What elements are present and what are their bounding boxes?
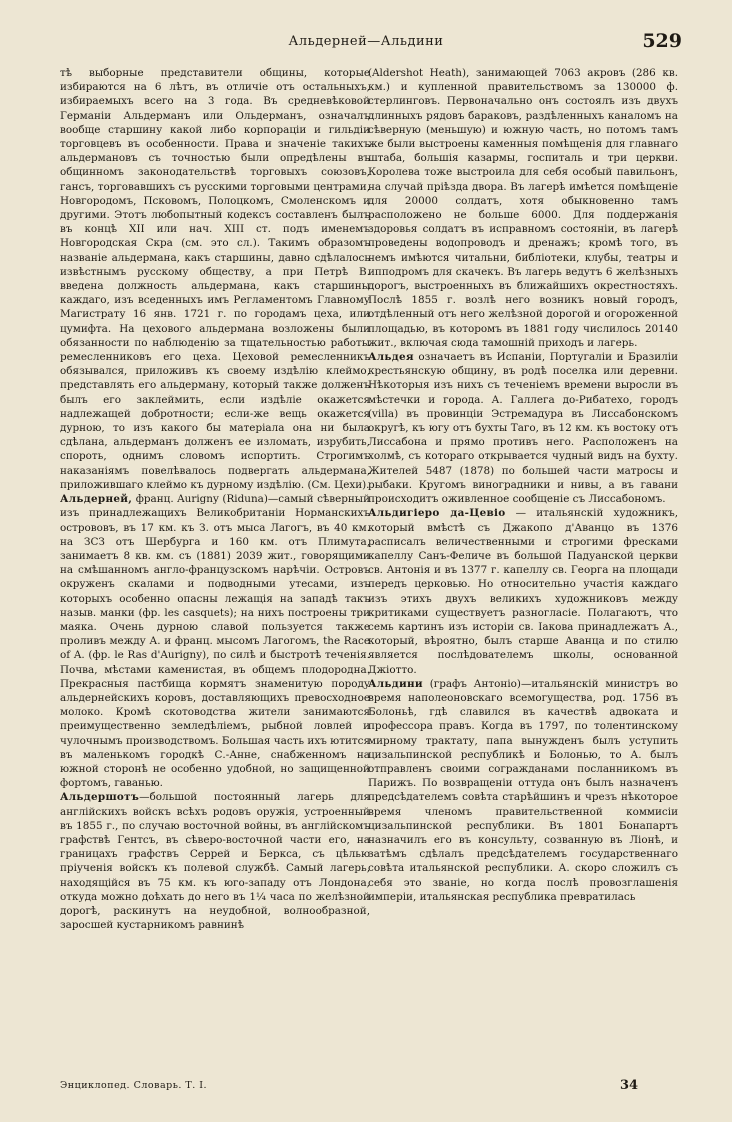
entry-text: франц. Aurigny (Riduna)—самый сѣверный изъ принадлежащихъ Великобританіи Норманскихъ острововъ, въ 17 км. къ З. отъ мыса Лагогъ, въ 40 км. на ЗСЗ отъ Шербурга и 160 км. отъ Плимута, занимаетъ 8 кв. км. съ (1881) 2039 жит., говорящими на смѣшанномъ англо-французскомъ нарѣчіи. Островъ окруженъ скалами и подводными утесами, изъ которыхъ особенно опасны лежащія на западѣ такъ назыв. манки (фр. les casquets); на нихъ построены три маяка. Очень дурною славой пользуется также проливъ между А. и франц. мысомъ Лагогомъ, the Race of A. (фр. le Ras d'Aurigny), по силѣ и быстротѣ теченія. Почва, мѣстами каменистая, въ общемъ плодородна. Прекрасныя пастбища кормятъ знаменитую породу альдернейскихъ коровъ, доставляющихъ превосходное молоко. Кромѣ скотоводства жители занимаются преимущественно земледѣліемъ, рыбной ловлей и чулочнымъ производствомъ. Большая часть ихъ ютится въ маленькомъ городкѣ С.-Анне, снабженномъ на южной сторонѣ не особенно удобной, но защищенной фортомъ, гаванью. xyxy=(60,493,370,790)
headword: Альдини xyxy=(368,677,423,690)
headword: Альдея xyxy=(368,351,414,364)
headword: Альдигіеро да-Цевіо xyxy=(368,507,506,520)
entry-altichiero xyxy=(368,506,678,676)
entry-aldeia xyxy=(368,350,678,506)
paragraph-aldermen-continued xyxy=(60,66,370,492)
entry-aldershot xyxy=(60,790,370,932)
paragraph-text: тѣ выборные представители общины, которые избираются на 6 лѣтъ, въ отличіе отъ остальныхъ, избираемыхъ всего на 3 года. Въ средневѣковой Германіи Альдерманъ или Ольдерманъ, означалъ вообще старшину какой либо корпораціи и гильдіи торговцевъ въ особенности. Права и значеніе такихъ альдермановъ съ точностью были опредѣлены въ общинномъ законодательствѣ торговыхъ союзовъ, гансъ, торговавшихъ съ русскими торговыми центрами, Новгородомъ, Псковомъ, Полоцкомъ, Смоленскомъ и другими. Этотъ любопытный кодексъ составленъ былъ въ концѣ XII или нач. XIII ст. подъ именемъ Новгородская Скра (см. это сл.). Такимъ образомъ названіе альдермана, какъ старшины, давно сдѣлалось извѣстнымъ русскому обществу, а при Петрѣ В. введена должность альдермана, какъ старшины каждаго, изъ вседенныхъ имъ Регламентомъ Главному Магистрату 16 янв. 1721 г. по городамъ цеха, или цумифта. На цехового альдермана возложены были обязанности по наблюденію за тщательностью работы ремесленниковъ его цеха. Цеховой ремесленникъ обязывался, приложивъ къ своему издѣлію клеймо, представлять его альдерману, который также долженъ былъ его заклеймить, если издѣліе окажется надлежащей добротности; если-же вещь окажется дурною, то изъ какого бы матеріала она ни была сдѣлана, альдерманъ долженъ ее изломать, изрубить, спороть, однимъ словомъ испортить. Строгимъ наказаніямъ повелѣвалось подвергать альдермана, приложившаго клеймо къ дурному издѣлію. (См. Цехи). xyxy=(60,67,370,491)
right-column xyxy=(368,66,678,904)
sheet-number: 34 xyxy=(620,1078,639,1093)
entry-text: — итальянскій художникъ, который вмѣстѣ съ Джакопо д'Аванцо въ 1376 расписалъ величественными и строгими фресками капеллу Санъ-Феличе въ большой Падуанской церкви св. Антонія и въ 1377 г. капеллу св. Георга на площади передъ церковью. Но относительно участія каждаго изъ этихъ двухъ великихъ художниковъ между критиками существуетъ разногласіе. Полагаютъ, что семь картинъ изъ исторіи св. Іакова принадлежатъ А., который, вѣроятно, былъ старше Аванца и по стилю является послѣдователемъ школы, основанной Джiотто. xyxy=(368,507,678,676)
signature-mark: Энциклопед. Словарь. Т. I. xyxy=(60,1080,208,1091)
entry-alderney xyxy=(60,492,370,790)
entry-text: —большой постоянный лагерь для англійскихъ войскъ всѣхъ родовъ оружія, устроенный въ 1855 г., по случаю восточной войны, въ англійскомъ графствѣ Гентсъ, въ сѣверо-восточной части его, на границахъ графствъ Серрей и Беркса, съ цѣлью пріученія войскъ къ полевой службѣ. Самый лагерь, находящійся въ 75 км. къ юго-западу отъ Лондона, откуда можно доѣхать до него въ 1¼ часа по желѣзной дорогѣ, раскинутъ на неудобной, волнообразной, заросшей кустарникомъ равнинѣ xyxy=(60,791,370,932)
page-number: 529 xyxy=(642,30,682,52)
entry-text: (графъ Антоніо)—итальянскій министръ во время наполеоновскаго всемогущества, род. 1756 въ Болоньѣ, гдѣ славился въ качествѣ адвоката и профессора правъ. Когда въ 1797, по толентинскому мирному трактату, папа вынужденъ былъ уступить цизальпинской республикѣ и Болонью, то А. былъ отправленъ своими согражданами посланникомъ въ Парижъ. По возвращеніи оттуда онъ былъ назначенъ предсѣдателемъ совѣта старѣйшинъ и чрезъ нѣкоторое время членомъ правительственной коммисіи цизальпинской республики. Въ 1801 Бонапартъ назначилъ его въ консульту, созванную въ Ліонѣ, и затѣмъ сдѣлалъ предсѣдателемъ государственнаго совѣта итальянской республики. А. скоро сложилъ съ себя это званіе, но когда послѣ провозглашенія имперіи, итальянская республика превратилась xyxy=(368,677,678,903)
entry-text: означаетъ въ Испаніи, Португаліи и Бразиліи крестьянскую общину, въ родѣ поселка или деревни. Нѣкоторыя изъ нихъ съ теченіемъ времени выросли въ мѣстечки и города. А. Галлега до-Рибатехо, городъ (villa) въ провинціи Эстремадура въ Лиссабонскомъ округѣ, къ югу отъ бухты Таго, въ 12 км. къ востоку отъ Лиссабона и прямо противъ него. Расположенъ на холмѣ, съ котораго открывается чудный видъ на бухту. Жителей 5487 (1878) по большей части матросы и рыбаки. Кругомъ виноградники и нивы, а въ гавани происходитъ оживленное сообщеніе съ Лиссабономъ. xyxy=(368,351,678,506)
paragraph-aldershot-continued xyxy=(368,66,678,350)
entry-aldini xyxy=(368,677,678,904)
headword: Альдерней, xyxy=(60,493,133,506)
headword: Альдершотъ xyxy=(60,791,140,804)
running-head: Альдерней—Альдини xyxy=(288,34,444,49)
left-column xyxy=(60,66,370,932)
paragraph-text: (Aldershot Heath), занимающей 7063 акровъ (286 кв. км.) и купленной правительствомъ за 130000 ф. стерлинговъ. Первоначально онъ состоялъ изъ двухъ длинныхъ рядовъ бараковъ, раздѣленныхъ каналомъ на сѣверную (меньшую) и южную часть, но потомъ тамъ же были выстроены каменныя помѣщенія для главнаго штаба, большія казармы, госпиталь и три церкви. Королева тоже выстроила для себя особый павильонъ, на случай пріѣзда двора. Въ лагерѣ имѣется помѣщеніе для 20000 солдатъ, хотя обыкновенно тамъ расположено не больше 6000. Для поддержанія здоровья солдатъ въ исправномъ состояніи, въ лагерѣ проведены водопроводъ и дренажъ; кромѣ того, въ немъ имѣются читальни, библіотеки, клубы, театры и ипподромъ для скачекъ. Въ лагерь ведутъ 6 желѣзныхъ дорогъ, выстроенныхъ въ ближайшихъ окрестностяхъ. Послѣ 1855 г. возлѣ него возникъ новый городъ, отдѣленный отъ него желѣзной дорогой и огороженной площадью, въ которомъ въ 1881 году числилось 20140 жит., включая сюда тамошній приходъ и лагерь. xyxy=(368,67,678,349)
